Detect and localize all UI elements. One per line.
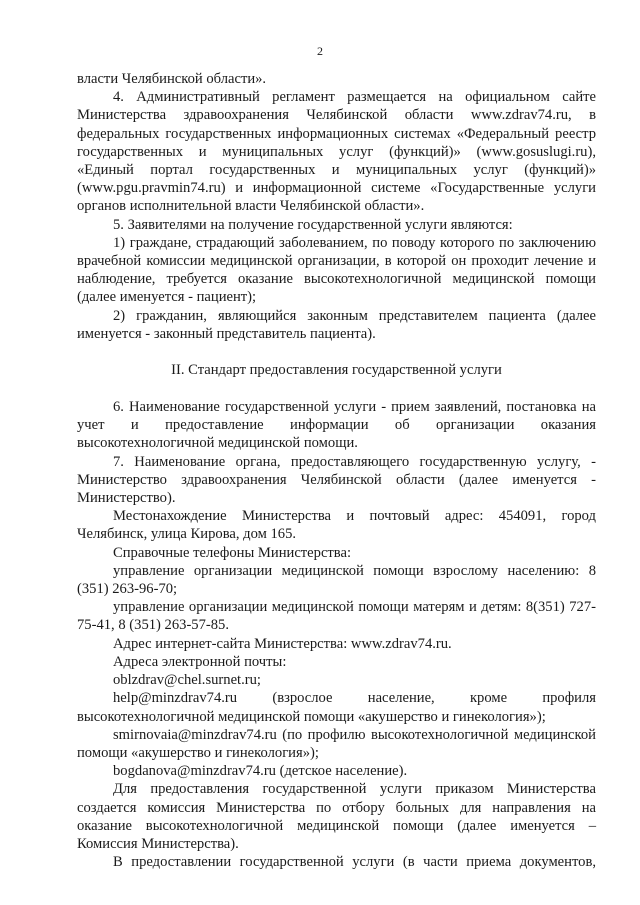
document-body xyxy=(77,70,596,871)
paragraph: Адрес интернет-сайта Министерства: www.zdrav74.ru. xyxy=(113,635,452,652)
paragraph: Для предоставления государственной услуги приказом Министерства создается комиссия Министерства по отбору больных для направления на оказание высокотехнологичной медицинской помощи (далее именуется – Комиссия Министерства). xyxy=(77,781,596,852)
paragraph: Справочные телефоны Министерства: xyxy=(113,544,352,561)
paragraph: 4. Административный регламент размещается на официальном сайте Министерства здравоохранения Челябинской области www.zdrav74.ru, в федеральных государственных информационных системах «Федеральный реестр государственных и муниципальных услуг (функций)» (www.gosuslugi.ru), «Единый портал государственных и муниципальных услуг (функций)» (www.pgu.pravmin74.ru) и информационной системе «Государственные услуги органов исполнительной власти Челябинской области». xyxy=(77,89,596,215)
section-after xyxy=(77,398,596,871)
section-before xyxy=(77,70,596,343)
paragraph: help@minzdrav74.ru (взрослое население, кроме профиля высокотехнологичной медицинской помощи «акушерство и гинекология»); xyxy=(77,690,596,725)
paragraph: 6. Наименование государственной услуги - прием заявлений, постановка на учет и предоставление информации об организации оказания высокотехнологичной медицинской помощи. xyxy=(77,399,596,452)
paragraph: oblzdrav@chel.surnet.ru; xyxy=(113,672,261,689)
page-number: 2 xyxy=(317,44,323,58)
paragraph: Адреса электронной почты: xyxy=(113,653,287,670)
paragraph: 5. Заявителями на получение государственной услуги являются: xyxy=(113,216,513,233)
paragraph: smirnovaia@minzdrav74.ru (по профилю высокотехнологичной медицинской помощи «акушерство и гинекология»); xyxy=(77,726,596,761)
paragraph: Местонахождение Министерства и почтовый адрес: 454091, город Челябинск, улица Кирова, дом 165. xyxy=(77,508,596,543)
paragraph: 7. Наименование органа, предоставляющего государственную услугу, - Министерство здравоохранения Челябинской области (далее именуется - Министерство). xyxy=(77,453,596,507)
paragraph: bogdanova@minzdrav74.ru (детское население). xyxy=(113,763,408,780)
paragraph: управление организации медицинской помощи взрослому населению: 8 (351) 263-96-70; xyxy=(77,562,596,598)
paragraph: управление организации медицинской помощи матерям и детям: 8(351) 727-75-41, 8 (351) 263-57-85. xyxy=(77,599,596,634)
paragraph: 2) гражданин, являющийся законным представителем пациента (далее именуется - законный представитель пациента). xyxy=(77,307,596,342)
section-heading: II. Стандарт предоставления государственной услуги xyxy=(171,362,502,379)
paragraph: власти Челябинской области». xyxy=(77,71,267,87)
paragraph: 1) граждане, страдающий заболеванием, по поводу которого по заключению врачебной комиссии медицинской организации, в которой он проходит лечение и наблюдение, требуется оказание высокотехнологичной медицинской помощи (далее именуется - пациент); xyxy=(77,234,596,306)
paragraph: В предоставлении государственной услуги (в части приема документов, xyxy=(113,854,596,871)
